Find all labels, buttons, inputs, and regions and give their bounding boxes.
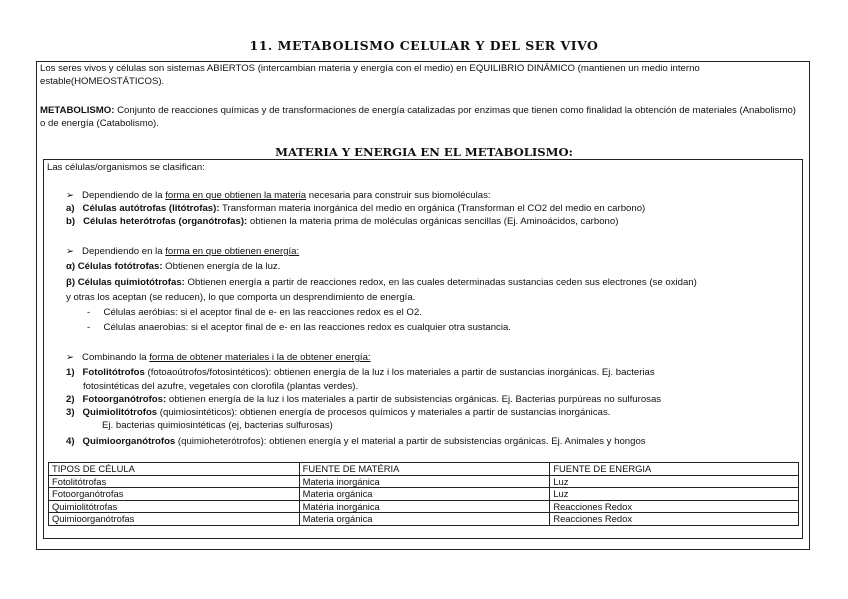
table-cell: Luz	[550, 475, 799, 488]
alpha-text: Obtienen energía de la luz.	[162, 261, 281, 272]
metabolism-text: Conjunto de reacciones químicas y de transformaciones de energía catalizadas por enzimas que tienen como finalidad la obtención de materiales (Anabolismo) o de energía (Catabolismo).	[40, 105, 796, 129]
table-row	[49, 500, 799, 513]
group1-pre: Dependiendo de la	[82, 190, 166, 201]
table-row	[49, 488, 799, 501]
arrow-bullet-icon: ➢	[66, 352, 75, 363]
classify-text: Las células/organismos se clasifican:	[47, 162, 205, 173]
group1-post: necesaria para construir sus biomoléculas:	[306, 190, 491, 201]
alpha-label: α) Células fotótrofas:	[66, 261, 163, 272]
table-header-cell: FUENTE DE MATÉRIA	[299, 463, 550, 476]
group1-item-a	[66, 203, 645, 215]
dash-bullet: -	[87, 307, 91, 318]
beta-continuation: y otras los aceptan (se reducen), lo que comporta un desprendimiento de energía.	[66, 292, 416, 303]
combo-item-4	[66, 436, 646, 448]
table-cell: Luz	[550, 488, 799, 501]
anaerobic-item	[87, 322, 511, 334]
combo-item-1-cont: fotosintéticas del azufre, vegetales con clorofila (plantas verdes).	[83, 381, 359, 392]
item4-mark: 4)	[66, 436, 75, 447]
page-title: 11. METABOLISMO CELULAR Y DEL SER VIVO	[249, 38, 599, 53]
beta-item	[66, 277, 697, 289]
dash-bullet: -	[87, 322, 91, 333]
arrow-bullet-icon: ➢	[66, 190, 75, 201]
table-row	[49, 475, 799, 488]
item3-mark: 3)	[66, 407, 75, 418]
metabolism-definition	[40, 104, 802, 130]
group2-pre: Dependiendo en la	[82, 246, 166, 257]
intro-paragraph: Los seres vivos y células son sistemas ABIERTOS (intercambian materia y energía con el medio) en EQUILIBRIO DINÁMICO (mantienen un medio interno estable(HOMEOSTÁTICOS).	[40, 63, 700, 87]
item-b-mark: b)	[66, 216, 76, 227]
item3-text: (quimiosintéticos): obtienen energía de procesos químicos y materiales a partir de sustancias inorgánicas.	[157, 407, 611, 418]
group3-pre: Combinando la	[82, 352, 150, 363]
combo-item-2	[66, 394, 661, 406]
combo-item-3-cont: Ej. bacterias quimiosintéticas (ej, bacterias sulfurosas)	[102, 420, 333, 431]
arrow-bullet-icon: ➢	[66, 246, 75, 257]
table-cell: Fotoorganótrofas	[49, 488, 300, 501]
group1-underline: forma en que obtienen la materia	[165, 190, 307, 201]
group2-heading	[66, 246, 299, 258]
item1-text: (fotoaoútrofos/fotosintéticos): obtienen energía de la luz i los materiales a partir de sustancias inorgánicas. Ej. bacterias	[144, 367, 655, 378]
table-cell: Fotolitótrofas	[49, 475, 300, 488]
cell-types-table	[48, 462, 799, 526]
item2-text: obtienen energía de la luz i los materiales a partir de subsistencias orgánicas. Ej. Bacterias purpúreas no sulfurosas	[166, 394, 662, 405]
table-cell: Reacciones Redox	[550, 500, 799, 513]
aerobic-text: Células aeróbias: si el aceptor final de e- en las reacciones redox es el O2.	[103, 307, 422, 318]
item1-mark: 1)	[66, 367, 75, 378]
item-b-label: Células heterótrofas (organótrofas):	[83, 216, 248, 227]
item-a-mark: a)	[66, 203, 75, 214]
group2-underline: forma en que obtienen energía:	[165, 246, 300, 257]
group3-heading	[66, 352, 371, 364]
combo-item-1	[66, 367, 655, 379]
table-cell: Materia orgánica	[299, 513, 550, 526]
combo-item-3	[66, 407, 610, 419]
aerobic-item	[87, 307, 422, 319]
beta-text: Obtienen energía a partir de reacciones redox, en las cuales determinadas sustancias ceden sus electrones (se oxidan)	[184, 277, 697, 288]
item1-label: Fotolitótrofos	[82, 367, 145, 378]
item2-label: Fotoorganótrofos:	[82, 394, 167, 405]
table-cell: Reacciones Redox	[550, 513, 799, 526]
item-a-label: Células autótrofas (litótrofas):	[82, 203, 220, 214]
beta-label: β) Células quimiotótrofas:	[66, 277, 185, 288]
table-cell: Quimiolitótrofas	[49, 500, 300, 513]
table-row	[49, 513, 799, 526]
metabolism-label: METABOLISMO:	[40, 105, 115, 116]
item2-mark: 2)	[66, 394, 75, 405]
item4-text: (quimioheterótrofos): obtienen energía y el material a partir de subsistencias orgánicas. Ej. Animales y hongos	[175, 436, 646, 447]
section-title: MATERIA Y ENERGIA EN EL METABOLISMO:	[275, 145, 573, 159]
item-a-text: Transforman materia inorgánica del medio en orgánica (Transforman el CO2 del medio en carbono)	[219, 203, 646, 214]
table-cell: Matéria inorgánica	[299, 500, 550, 513]
table-header-row	[49, 463, 799, 476]
table-header-cell: TIPOS DE CÉLULA	[49, 463, 300, 476]
group1-heading	[66, 190, 491, 202]
table-cell: Materia orgánica	[299, 488, 550, 501]
item3-label: Quimiolitótrofos	[82, 407, 158, 418]
anaerobic-text: Células anaerobias: si el aceptor final de e- en las reacciones redox es cualquier otra sustancia.	[103, 322, 511, 333]
item-b-text: obtienen la materia prima de moléculas orgánicas sencillas (Ej. Aminoácidos, carbono)	[247, 216, 619, 227]
table-cell: Materia inorgánica	[299, 475, 550, 488]
table-header-cell: FUENTE DE ENERGIA	[550, 463, 799, 476]
table-cell: Quimioorganótrofas	[49, 513, 300, 526]
group3-underline: forma de obtener materiales i la de obtener energía:	[149, 352, 371, 363]
group1-item-b	[66, 216, 618, 228]
alpha-item	[66, 261, 280, 273]
item4-label: Quimioorganótrofos	[82, 436, 176, 447]
